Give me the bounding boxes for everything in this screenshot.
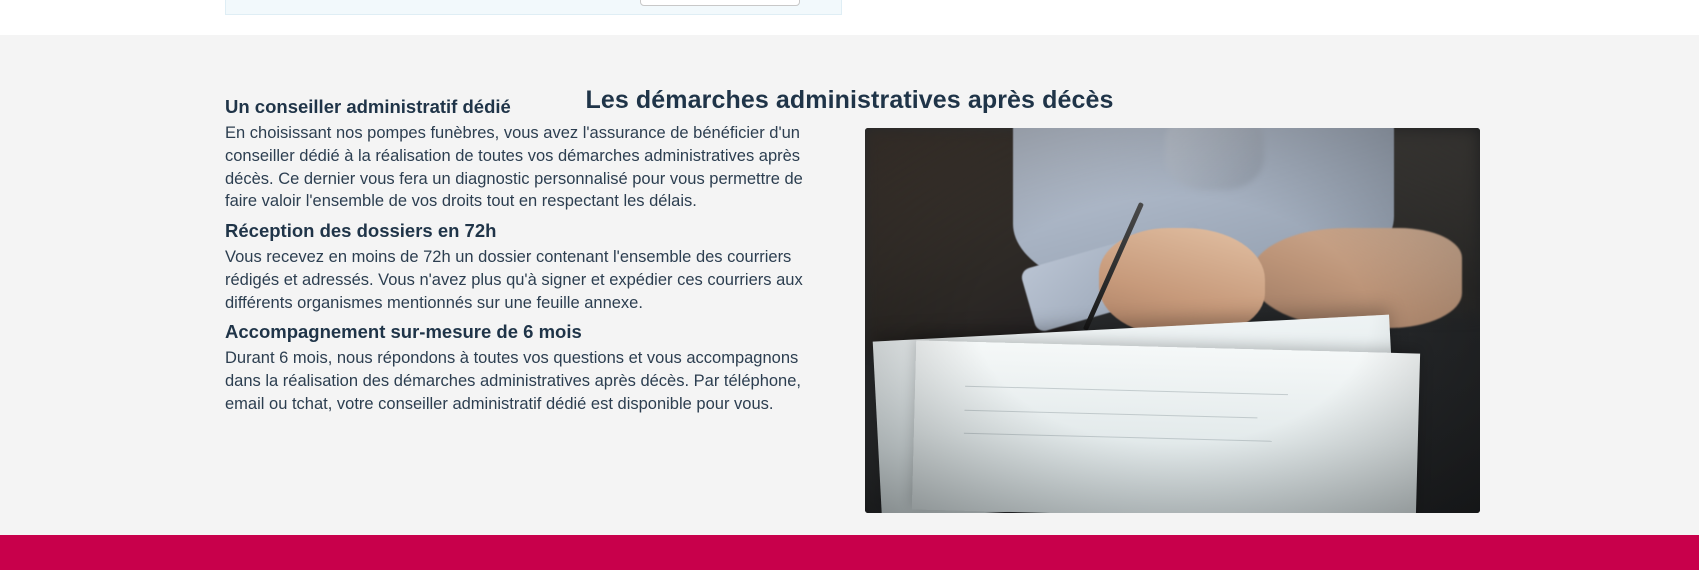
feature-heading: Réception des dossiers en 72h — [225, 220, 497, 242]
text-column — [225, 95, 825, 422]
feature-body: En choisissant nos pompes funèbres, vous avez l'assurance de bénéficier d'un conseiller dédié à la réalisation de toutes vos démarches administratives après décès. Ce dernier vous fera un diagnostic personnalisé pour vous permettre de faire valoir l'ensemble de vos droits tout en respectant les délais. — [225, 123, 803, 211]
feature-heading: Un conseiller administratif dédié — [225, 96, 511, 117]
person-signing-documents-photo — [865, 128, 1480, 513]
above-section-button-remnant[interactable] — [640, 0, 800, 6]
feature-block — [225, 95, 825, 213]
feature-block — [225, 219, 825, 314]
footer-accent-band — [0, 535, 1699, 570]
feature-body: Durant 6 mois, nous répondons à toutes vos questions et vous accompagnons dans la réalisation des démarches administratives après décès. Par téléphone, email ou tchat, votre conseiller administratif dédié est disponible pour vous. — [225, 349, 801, 413]
section-title: Les démarches administratives après décès — [585, 85, 1114, 114]
page-top-strip — [0, 0, 1699, 35]
feature-block — [225, 320, 825, 415]
photo-vignette — [865, 128, 1480, 513]
feature-body: Vous recevez en moins de 72h un dossier contenant l'ensemble des courriers rédigés et adressés. Vous n'avez plus qu'à signer et expédier ces courriers aux différents organismes mentionnés sur une feuille annexe. — [225, 248, 803, 312]
photo-canvas — [865, 128, 1480, 513]
administrative-procedures-section — [0, 35, 1699, 535]
feature-heading: Accompagnement sur-mesure de 6 mois — [225, 321, 582, 343]
